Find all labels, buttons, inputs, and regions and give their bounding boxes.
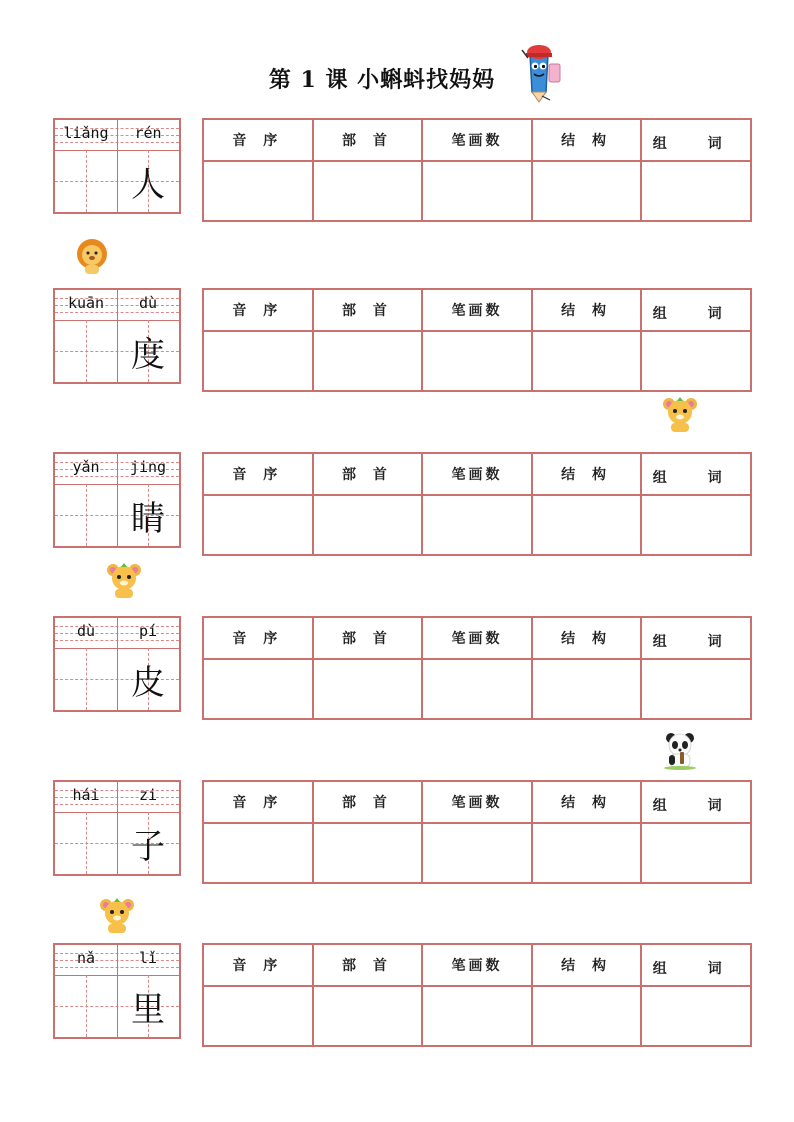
analysis-table <box>202 288 752 392</box>
pinyin-right: dù <box>138 294 158 312</box>
header-zuci: 组 词 <box>641 453 751 495</box>
header-bushou: 部 首 <box>313 453 423 495</box>
header-bihuashu: 笔画数 <box>422 119 532 161</box>
character-row <box>0 780 794 878</box>
header-yinxu: 音 序 <box>203 119 313 161</box>
pinyin-left: hái <box>72 786 100 804</box>
analysis-table <box>202 452 752 556</box>
answer-cell-zuci[interactable] <box>641 986 751 1046</box>
header-bushou: 部 首 <box>313 944 423 986</box>
header-yinxu: 音 序 <box>203 453 313 495</box>
header-jiegou: 结 构 <box>532 944 642 986</box>
pinyin-right: pí <box>138 622 158 640</box>
header-zuci: 组 词 <box>641 119 751 161</box>
answer-cell-bihuashu[interactable] <box>422 823 532 883</box>
header-yinxu: 音 序 <box>203 781 313 823</box>
answer-cell-bihuashu[interactable] <box>422 986 532 1046</box>
header-jiegou: 结 构 <box>532 617 642 659</box>
character-grid <box>53 452 181 548</box>
bear-icon <box>660 394 700 434</box>
header-bushou: 部 首 <box>313 781 423 823</box>
answer-cell-yinxu[interactable] <box>203 331 313 391</box>
hanzi-character: 子 <box>131 827 165 867</box>
header-jiegou: 结 构 <box>532 781 642 823</box>
header-zuci: 组 词 <box>641 289 751 331</box>
header-zuci: 组 词 <box>641 944 751 986</box>
hanzi-character: 皮 <box>131 663 165 703</box>
hanzi-character: 里 <box>131 990 165 1030</box>
header-jiegou: 结 构 <box>532 119 642 161</box>
answer-cell-bushou[interactable] <box>313 161 423 221</box>
hanzi-character: 睛 <box>131 499 165 539</box>
answer-cell-bushou[interactable] <box>313 659 423 719</box>
answer-cell-jiegou[interactable] <box>532 495 642 555</box>
page-title: 第 1 课 小蝌蚪找妈妈 <box>268 66 496 93</box>
answer-cell-bushou[interactable] <box>313 986 423 1046</box>
character-row <box>0 616 794 714</box>
answer-cell-jiegou[interactable] <box>532 161 642 221</box>
pinyin-right: jing <box>129 458 167 476</box>
answer-cell-zuci[interactable] <box>641 659 751 719</box>
header-bushou: 部 首 <box>313 617 423 659</box>
answer-cell-zuci[interactable] <box>641 161 751 221</box>
header-jiegou: 结 构 <box>532 453 642 495</box>
answer-cell-yinxu[interactable] <box>203 823 313 883</box>
pinyin-left: yǎn <box>72 458 100 476</box>
character-row <box>0 452 794 550</box>
answer-cell-zuci[interactable] <box>641 331 751 391</box>
analysis-table <box>202 118 752 222</box>
character-grid <box>53 288 181 384</box>
header-bihuashu: 笔画数 <box>422 617 532 659</box>
answer-cell-jiegou[interactable] <box>532 986 642 1046</box>
header-bushou: 部 首 <box>313 289 423 331</box>
answer-cell-bushou[interactable] <box>313 823 423 883</box>
answer-cell-bihuashu[interactable] <box>422 331 532 391</box>
answer-cell-bushou[interactable] <box>313 331 423 391</box>
pinyin-left: dù <box>76 622 96 640</box>
pinyin-right: lǐ <box>138 949 158 967</box>
bear-icon <box>104 560 144 600</box>
header-jiegou: 结 构 <box>532 289 642 331</box>
page-title-bar <box>0 58 794 98</box>
answer-cell-bihuashu[interactable] <box>422 495 532 555</box>
header-zuci: 组 词 <box>641 617 751 659</box>
character-grid <box>53 780 181 876</box>
header-zuci: 组 词 <box>641 781 751 823</box>
pinyin-right: rén <box>134 124 162 142</box>
hanzi-character: 人 <box>131 165 165 205</box>
answer-cell-bihuashu[interactable] <box>422 659 532 719</box>
header-bihuashu: 笔画数 <box>422 944 532 986</box>
answer-cell-yinxu[interactable] <box>203 161 313 221</box>
header-yinxu: 音 序 <box>203 944 313 986</box>
answer-cell-zuci[interactable] <box>641 495 751 555</box>
header-bihuashu: 笔画数 <box>422 289 532 331</box>
header-bihuashu: 笔画数 <box>422 781 532 823</box>
bear-icon <box>97 895 137 935</box>
answer-cell-bushou[interactable] <box>313 495 423 555</box>
analysis-table <box>202 616 752 720</box>
header-yinxu: 音 序 <box>203 289 313 331</box>
pinyin-left: liǎng <box>63 124 109 142</box>
header-bihuashu: 笔画数 <box>422 453 532 495</box>
header-bushou: 部 首 <box>313 119 423 161</box>
pinyin-right: zi <box>138 786 158 804</box>
character-grid <box>53 118 181 214</box>
header-yinxu: 音 序 <box>203 617 313 659</box>
answer-cell-jiegou[interactable] <box>532 331 642 391</box>
character-grid <box>53 616 181 712</box>
pinyin-left: nǎ <box>76 949 96 967</box>
analysis-table <box>202 780 752 884</box>
character-row <box>0 118 794 216</box>
answer-cell-zuci[interactable] <box>641 823 751 883</box>
answer-cell-jiegou[interactable] <box>532 659 642 719</box>
answer-cell-jiegou[interactable] <box>532 823 642 883</box>
analysis-table <box>202 943 752 1047</box>
lion-icon <box>72 236 112 276</box>
character-row <box>0 288 794 386</box>
hanzi-character: 度 <box>131 335 165 375</box>
answer-cell-yinxu[interactable] <box>203 659 313 719</box>
answer-cell-yinxu[interactable] <box>203 986 313 1046</box>
answer-cell-bihuashu[interactable] <box>422 161 532 221</box>
panda-icon <box>660 730 700 770</box>
pinyin-left: kuān <box>67 294 105 312</box>
character-row <box>0 943 794 1041</box>
character-grid <box>53 943 181 1039</box>
pencil-mascot-icon <box>516 40 564 104</box>
answer-cell-yinxu[interactable] <box>203 495 313 555</box>
